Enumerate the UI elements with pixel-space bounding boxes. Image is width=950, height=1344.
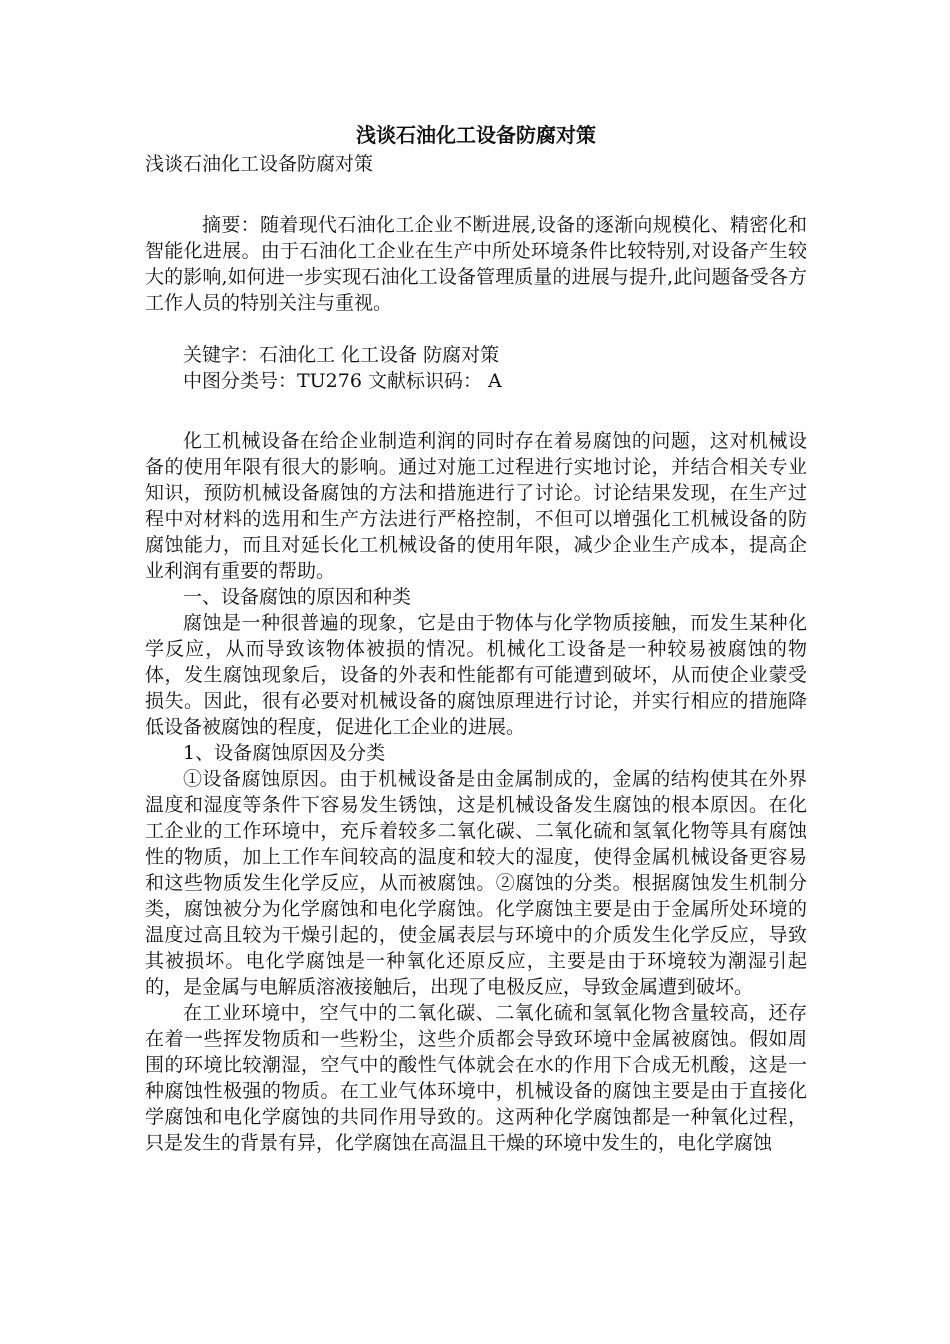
intro-paragraph: 化工机械设备在给企业制造利润的同时存在着易腐蚀的问题，这对机械设备的使用年限有很大的影响。通过对施工过程进行实地讨论，并结合相关专业知识，预防机械设备腐蚀的方法和措施进行了讨论。讨论结果发现，在生产过程中对材料的选用和生产方法进行严格控制，不但可以增强化工机械设备的防腐蚀能力，而且对延长化工机械设备的使用年限，减少企业生产成本，提高企业利润有重要的帮助。 bbox=[145, 430, 807, 582]
spacer bbox=[145, 316, 807, 342]
abstract-paragraph: 摘要：随着现代石油化工企业不断进展,设备的逐渐向规模化、精密化和智能化进展。由于石油化工企业在生产中所处环境条件比较特别,对设备产生较大的影响,如何进一步实现石油化工设备管理质量的进展与提升,此问题备受各方 工作人员的特别关注与重视。 bbox=[145, 214, 807, 314]
classification-line: 中图分类号：TU276 文献标识码： A bbox=[183, 370, 502, 392]
section-heading: 一、设备腐蚀的原因和种类 bbox=[183, 586, 412, 608]
document-title: 浅谈石油化工设备防腐对策 bbox=[356, 123, 596, 147]
section-paragraph: 腐蚀是一种很普遍的现象，它是由于物体与化学物质接触，而发生某种化学反应，从而导致该物体被损的情况。机械化工设备是一种较易被腐蚀的物体，发生腐蚀现象后，设备的外表和性能都有可能遭到破坏，从而使企业蒙受损失。因此，很有必要对机械设备的腐蚀原理进行讨论，并实行相应的措施降低设备被腐蚀的程度，促进化工企业的进展。 bbox=[145, 612, 807, 738]
environment-paragraph: 在工业环境中，空气中的二氧化碳、二氧化硫和氢氧化物含量较高，还存在着一些挥发物质和一些粉尘，这些介质都会导致环境中金属被腐蚀。假如周围的环境比较潮湿，空气中的酸性气体就会在水的作用下合成无机酸，这是一种腐蚀性极强的物质。在工业气体环境中，机械设备的腐蚀主要是由于直接化学腐蚀和电化学腐蚀的共同作用导致的。这两种化学腐蚀都是一种氧化过程，只是发生的背景有异，化学腐蚀在高温且干燥的环境中发生的，电化学腐蚀 bbox=[145, 1002, 807, 1154]
document-subtitle: 浅谈石油化工设备防腐对策 bbox=[145, 153, 374, 175]
document-body bbox=[145, 120, 807, 1156]
subsection-paragraph: ①设备腐蚀原因。由于机械设备是由金属制成的，金属的结构使其在外界温度和湿度等条件下容易发生锈蚀，这是机械设备发生腐蚀的根本原因。在化工企业的工作环境中，充斥着较多二氧化碳、二氧化硫和氢氧化物等具有腐蚀性的物质，加上工作车间较高的温度和较大的湿度，使得金属机械设备更容易和这些物质发生化学反应，从而被腐蚀。②腐蚀的分类。根据腐蚀发生机制分类，腐蚀被分为化学腐蚀和电化学腐蚀。化学腐蚀主要是由于金属所处环境的温度过高且较为干燥引起的，使金属表层与环境中的介质发生化学反应，导致其被损坏。电化学腐蚀是一种氧化还原反应，主要是由于环境较为潮湿引起的，是金属与电解质溶液接触后，出现了电极反应，导致金属遭到破坏。 bbox=[145, 768, 807, 998]
keywords-line: 关键字：石油化工 化工设备 防腐对策 bbox=[183, 344, 500, 366]
spacer bbox=[145, 178, 807, 212]
subsection-heading: 1、设备腐蚀原因及分类 bbox=[183, 742, 386, 764]
spacer bbox=[145, 394, 807, 428]
